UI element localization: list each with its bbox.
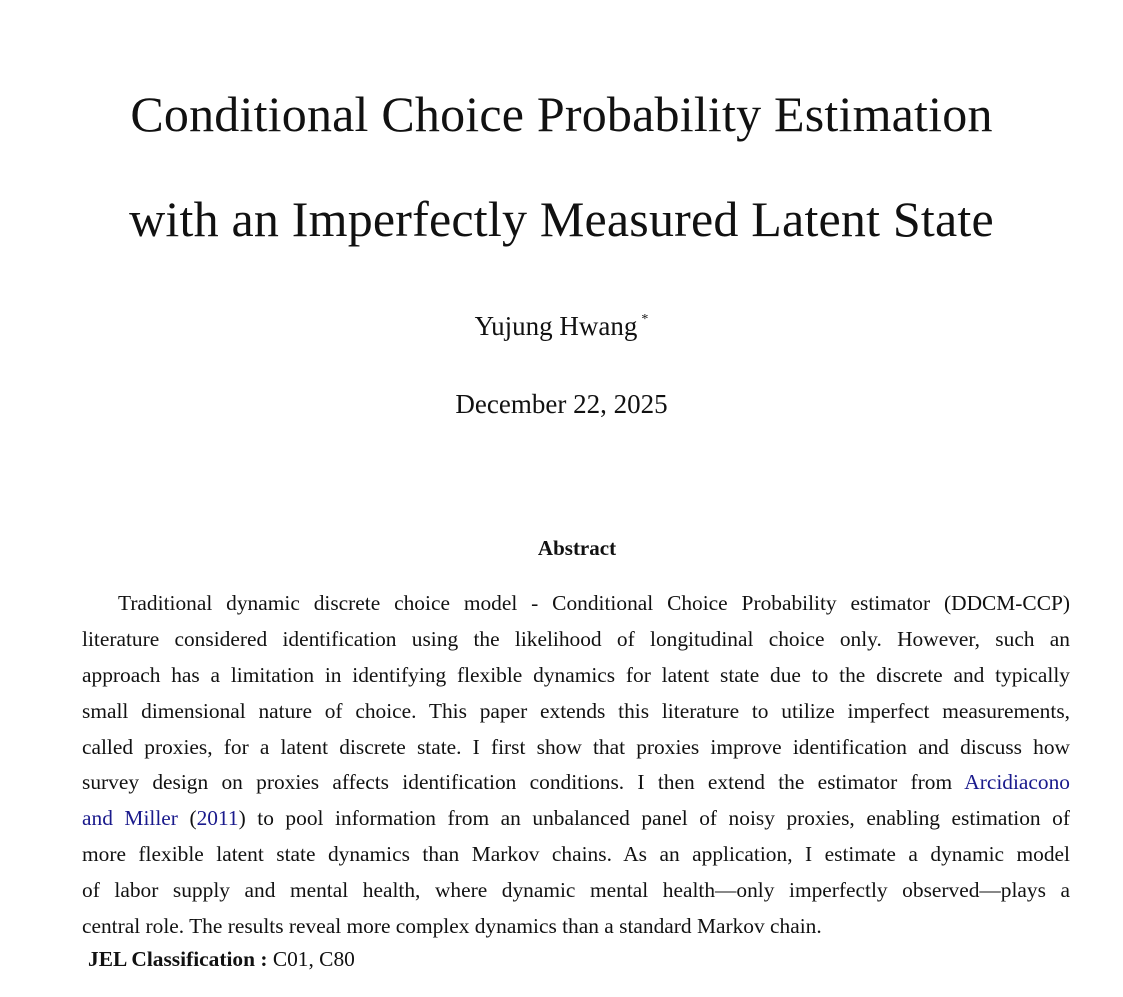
abstract-line: literature considered identification using the likelihood of longitudinal choice only. However, such an bbox=[82, 626, 1070, 651]
abstract-line: called proxies, for a latent discrete state. I first show that proxies improve identification and discuss how bbox=[82, 734, 1070, 759]
abstract-line: central role. The results reveal more complex dynamics than a standard Markov chain. bbox=[82, 914, 822, 939]
abstract-body bbox=[82, 586, 1070, 945]
paper-title-line-1: Conditional Choice Probability Estimation bbox=[130, 86, 993, 142]
abstract-line: of labor supply and mental health, where dynamic mental health—only imperfectly observed—plays a bbox=[82, 878, 1070, 903]
jel-codes: C01, C80 bbox=[272, 947, 355, 971]
abstract-heading: Abstract bbox=[537, 536, 617, 560]
citation-link-author[interactable]: and Miller bbox=[82, 806, 178, 831]
author-name: Yujung Hwang bbox=[474, 311, 638, 341]
abstract-line: more flexible latent state dynamics than Markov chains. As an application, I estimate a dynamic model bbox=[82, 842, 1070, 867]
abstract-line: approach has a limitation in identifying flexible dynamics for latent state due to the discrete and typically bbox=[82, 662, 1070, 687]
citation-link-year[interactable]: 2011 bbox=[196, 806, 239, 831]
citation-open-paren: ( bbox=[189, 806, 197, 831]
jel-classification bbox=[88, 947, 355, 972]
abstract-line-with-citation bbox=[82, 765, 1070, 801]
author bbox=[0, 311, 1123, 342]
citation-link-author[interactable]: Arcidiacono bbox=[964, 770, 1070, 795]
abstract-line-with-citation bbox=[82, 801, 1070, 837]
abstract-line: Traditional dynamic discrete choice model - Conditional Choice Probability estimator (DDCM-CCP) bbox=[118, 591, 1070, 615]
paper-date: December 22, 2025 bbox=[455, 389, 668, 419]
abstract-line: small dimensional nature of choice. This paper extends this literature to utilize imperfect measurements, bbox=[82, 698, 1070, 723]
paper-title-line-2: with an Imperfectly Measured Latent State bbox=[129, 191, 994, 247]
author-footnote-mark[interactable]: * bbox=[641, 312, 649, 327]
abstract-line-text: survey design on proxies affects identification conditions. I then extend the estimator from bbox=[82, 770, 953, 795]
abstract-line-text: to pool information from an unbalanced panel of noisy proxies, enabling estimation of bbox=[245, 806, 1070, 831]
jel-label: JEL Classification : bbox=[88, 947, 268, 971]
citation-close-paren: ) bbox=[238, 806, 246, 831]
